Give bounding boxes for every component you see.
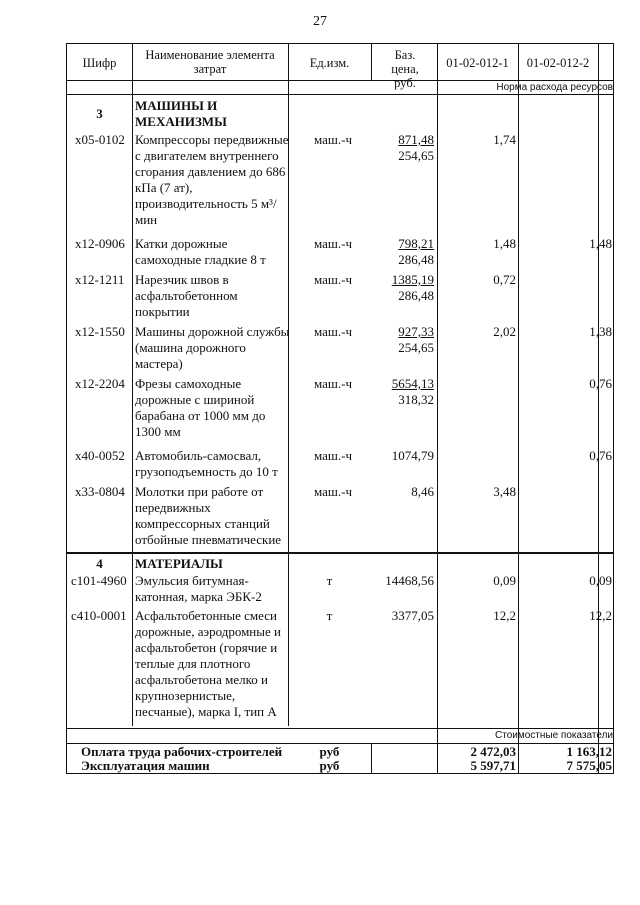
value1-cell: 0,72 xyxy=(493,272,516,287)
section-divider xyxy=(67,552,613,554)
price2-cell: 254,65 xyxy=(398,340,434,355)
total-value2: 1 163,12 xyxy=(566,744,612,759)
code-cell: х33-0804 xyxy=(75,484,125,499)
resource-table xyxy=(66,43,614,774)
value2-cell: 1,38 xyxy=(589,324,612,339)
unit-cell: маш.-ч xyxy=(314,132,353,147)
value1-cell: 1,74 xyxy=(493,132,516,147)
price2-cell: 286,48 xyxy=(398,252,434,267)
price2-cell: 286,48 xyxy=(398,288,434,303)
section4-number: 4 xyxy=(96,556,103,571)
value2-cell: 0,76 xyxy=(589,376,612,391)
header-price: Баз. цена, руб. xyxy=(391,48,419,90)
col-divider xyxy=(371,743,372,773)
name-cell: Машины дорожной службы (машина дорожного мастера) xyxy=(135,324,290,371)
value1-cell: 2,02 xyxy=(493,324,516,339)
unit-cell: маш.-ч xyxy=(314,448,353,463)
header-col2: 01-02-012-2 xyxy=(526,56,590,70)
price-cell: 798,21 xyxy=(398,236,434,251)
section3-number: 3 xyxy=(96,106,103,121)
name-cell: Нарезчик швов в асфальтобетонном покрытии xyxy=(135,272,238,319)
name-cell: Асфальтобетонные смеси дорожные, аэродромные и асфальтобетон (горячие и теплые для плотного асфальтобетона мелко и крупнозернистые, песчаные), марка I, тип А xyxy=(135,608,281,719)
price-cell: 1385,19 xyxy=(391,272,434,287)
code-cell: х12-1550 xyxy=(75,324,125,339)
price-cell: 927,33 xyxy=(398,324,434,339)
total-value1: 2 472,03 xyxy=(470,744,516,759)
total-value2: 7 575,05 xyxy=(566,758,612,773)
code-cell: х05-0102 xyxy=(75,132,125,147)
unit-cell: т xyxy=(326,608,333,623)
value2-cell: 1,48 xyxy=(589,236,612,251)
code-cell: с410-0001 xyxy=(71,608,127,623)
code-cell: х12-1211 xyxy=(75,272,125,287)
name-cell: Катки дорожные самоходные гладкие 8 т xyxy=(135,236,266,267)
col-divider xyxy=(132,44,133,726)
unit-cell: маш.-ч xyxy=(314,324,353,339)
header-name: Наименование элемента затрат xyxy=(145,48,275,76)
header-code: Шифр xyxy=(82,56,117,70)
col-divider xyxy=(518,44,519,773)
name-cell: Эмульсия битумная-катонная, марка ЭБК-2 xyxy=(135,573,262,604)
value1-cell: 1,48 xyxy=(493,236,516,251)
norm-label: Норма расхода ресурсов xyxy=(496,82,613,93)
value1-cell: 3,48 xyxy=(493,484,516,499)
header-unit: Ед.изм. xyxy=(309,56,350,70)
name-cell: Автомобиль-самосвал, грузоподъемность до 10 т xyxy=(135,448,278,479)
total-value1: 5 597,71 xyxy=(470,758,516,773)
total-unit: руб xyxy=(319,744,340,759)
unit-cell: маш.-ч xyxy=(314,272,353,287)
name-cell: Компрессоры передвижные с двигателем внутреннего сгорания давлением до 686 кПа (7 ат), производительность 5 м³/мин xyxy=(135,132,289,227)
unit-cell: маш.-ч xyxy=(314,484,353,499)
value2-cell: 0,76 xyxy=(589,448,612,463)
name-cell: Молотки при работе от передвижных компрессорных станций отбойные пневматические xyxy=(135,484,282,547)
col-divider xyxy=(598,44,599,773)
section4-title: МАТЕРИАЛЫ xyxy=(135,556,223,571)
unit-cell: маш.-ч xyxy=(314,376,353,391)
price-cell: 1074,79 xyxy=(391,448,434,463)
page-number: 27 xyxy=(313,14,327,29)
price-cell: 8,46 xyxy=(411,484,434,499)
price-cell: 14468,56 xyxy=(385,573,434,588)
unit-cell: т xyxy=(326,573,333,588)
unit-cell: маш.-ч xyxy=(314,236,353,251)
code-cell: х40-0052 xyxy=(75,448,125,463)
code-cell: х12-0906 xyxy=(75,236,125,251)
total-unit: руб xyxy=(319,758,340,773)
value2-cell: 12,2 xyxy=(589,608,612,623)
header-col1: 01-02-012-1 xyxy=(446,56,509,70)
price-cell: 5654,13 xyxy=(391,376,434,391)
code-cell: х12-2204 xyxy=(75,376,125,391)
price2-cell: 318,32 xyxy=(398,392,434,407)
norm-row-line xyxy=(67,94,613,95)
value2-cell: 0,09 xyxy=(589,573,612,588)
value1-cell: 12,2 xyxy=(493,608,516,623)
name-cell: Фрезы самоходные дорожные с шириной барабана от 1000 мм до 1300 мм xyxy=(135,376,266,439)
col-divider xyxy=(371,44,372,80)
price-cell: 3377,05 xyxy=(391,608,434,623)
value1-cell: 0,09 xyxy=(493,573,516,588)
price2-cell: 254,65 xyxy=(398,148,434,163)
section3-title: МАШИНЫ И МЕХАНИЗМЫ xyxy=(135,98,227,129)
code-cell: с101-4960 xyxy=(71,573,127,588)
cost-label: Стоимостные показатели xyxy=(495,730,613,741)
col-divider xyxy=(437,44,438,773)
total-label: Оплата труда рабочих-строителей xyxy=(81,744,283,759)
total-label: Эксплуатация машин xyxy=(81,758,210,773)
price-cell: 871,48 xyxy=(398,132,434,147)
